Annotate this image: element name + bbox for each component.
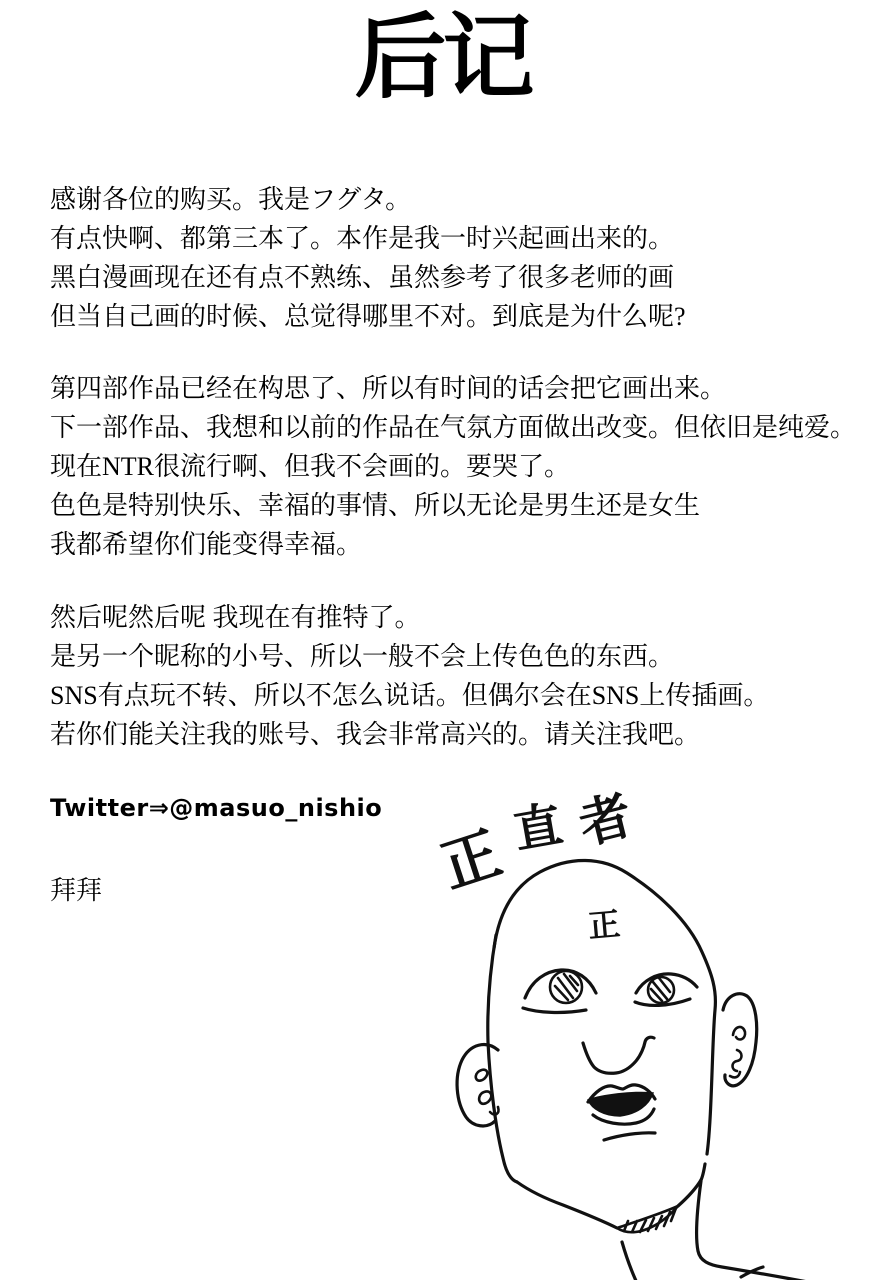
author-self-portrait-sketch xyxy=(400,780,885,1280)
afterword-line: 但当自己画的时候、总觉得哪里不对。到底是为什么呢? xyxy=(50,302,686,331)
afterword-line: 黑白漫画现在还有点不熟练、虽然参考了很多老师的画 xyxy=(50,263,675,292)
closing-text: 拜拜 xyxy=(50,876,103,905)
afterword-line: 下一部作品、我想和以前的作品在气氛方面做出改变。但依旧是纯爱。 xyxy=(50,413,857,442)
afterword-line: 若你们能关注我的账号、我会非常高兴的。请关注我吧。 xyxy=(50,720,701,749)
forehead-character: 正 xyxy=(586,904,622,946)
afterword-line: 有点快啊、都第三本了。本作是我一时兴起画出来的。 xyxy=(50,224,675,253)
afterword-line: 然后呢然后呢 我现在有推特了。 xyxy=(50,603,421,632)
nose xyxy=(583,1037,654,1073)
right-ear xyxy=(723,994,757,1086)
page-title: 后记 xyxy=(354,7,531,109)
paragraph-next-work xyxy=(50,369,856,564)
caption-char-3: 者 xyxy=(573,785,639,857)
mouth xyxy=(588,1085,655,1140)
handwritten-caption xyxy=(433,786,638,902)
chin-shading xyxy=(617,1206,678,1232)
caption-char-1: 正 xyxy=(432,818,510,902)
right-eye xyxy=(635,974,697,1006)
afterword-line: 我都希望你们能变得幸福。 xyxy=(50,530,363,559)
twitter-handle: Twitter⇒@masuo_nishio xyxy=(50,794,383,822)
left-eye xyxy=(523,970,596,1013)
afterword-line: 现在NTR很流行啊、但我不会画的。要哭了。 xyxy=(50,452,571,481)
caption-char-2: 直 xyxy=(509,796,567,860)
mouth-opening xyxy=(588,1092,653,1116)
paragraph-twitter-news xyxy=(50,598,769,754)
afterword-line: SNS有点玩不转、所以不怎么说话。但偶尔会在SNS上传插画。 xyxy=(50,681,770,710)
afterword-line: 感谢各位的购买。我是フグタ。 xyxy=(50,185,412,214)
chin-crease xyxy=(604,1133,655,1140)
afterword-line: 色色是特别快乐、幸福的事情、所以无论是男生还是女生 xyxy=(50,491,701,520)
afterword-line: 是另一个昵称的小号、所以一般不会上传色色的东西。 xyxy=(50,642,675,671)
neck-and-shoulder xyxy=(622,1181,885,1280)
paragraph-thanks xyxy=(50,180,686,336)
afterword-line: 第四部作品已经在构思了、所以有时间的话会把它画出来。 xyxy=(50,374,727,403)
